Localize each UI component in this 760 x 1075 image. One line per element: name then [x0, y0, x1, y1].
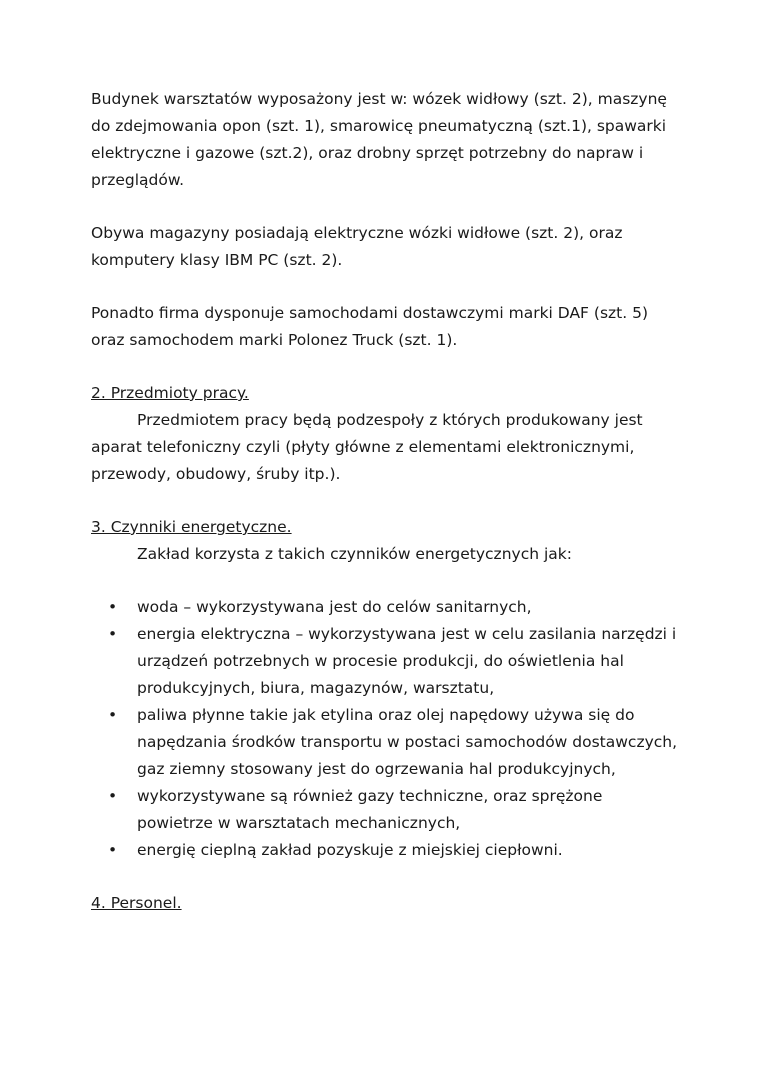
list-item [91, 594, 681, 621]
paragraph-warehouse-equipment: Obywa magazyny posiadają elektryczne wózki widłowe (szt. 2), oraz komputery klasy IBM PC (szt. 2). [91, 224, 623, 269]
spacer [91, 864, 681, 890]
spacer [91, 488, 681, 514]
section-4-heading: 4. Personel. [91, 894, 182, 912]
spacer [91, 568, 681, 594]
spacer [91, 194, 681, 220]
bullet-icon: • [108, 706, 118, 724]
list-item [91, 783, 681, 837]
bullet-icon: • [108, 598, 118, 616]
list-item [91, 621, 681, 702]
bullet-icon: • [108, 841, 118, 859]
section-2-heading: 2. Przedmioty pracy. [91, 384, 249, 402]
list-item-text: woda – wykorzystywana jest do celów sanitarnych, [137, 598, 532, 616]
energy-factors-list [91, 594, 681, 864]
list-item [91, 837, 681, 864]
paragraph-workshop-equipment: Budynek warsztatów wyposażony jest w: wózek widłowy (szt. 2), maszynę do zdejmowania opon (szt. 1), smarowicę pneumatyczną (szt.1), spawarki elektryczne i gazowe (szt.2), oraz drobny sprzęt potrzebny do napraw i przeglądów. [91, 90, 667, 189]
section-3-heading: 3. Czynniki energetyczne. [91, 518, 292, 536]
bullet-icon: • [108, 787, 118, 805]
list-item-text: wykorzystywane są również gazy techniczne, oraz sprężone powietrze w warsztatach mechanicznych, [137, 787, 603, 832]
document-body [91, 86, 681, 917]
list-item-text: energia elektryczna – wykorzystywana jest w celu zasilania narzędzi i urządzeń potrzebnych w procesie produkcji, do oświetlenia hal produkcyjnych, biura, magazynów, warsztatu, [137, 625, 677, 697]
spacer [91, 274, 681, 300]
list-item-text: paliwa płynne takie jak etylina oraz olej napędowy używa się do napędzania środków transportu w postaci samochodów dostawczych, gaz ziemny stosowany jest do ogrzewania hal produkcyjnych, [137, 706, 678, 778]
list-item [91, 702, 681, 783]
section-3-intro: Zakład korzysta z takich czynników energetycznych jak: [137, 545, 572, 563]
paragraph-vehicles: Ponadto firma dysponuje samochodami dostawczymi marki DAF (szt. 5) oraz samochodem marki Polonez Truck (szt. 1). [91, 304, 648, 349]
bullet-icon: • [108, 625, 118, 643]
spacer [91, 354, 681, 380]
section-2-text: Przedmiotem pracy będą podzespoły z których produkowany jest aparat telefoniczny czyli (płyty główne z elementami elektronicznymi, przewody, obudowy, śruby itp.). [91, 411, 643, 483]
list-item-text: energię cieplną zakład pozyskuje z miejskiej ciepłowni. [137, 841, 563, 859]
